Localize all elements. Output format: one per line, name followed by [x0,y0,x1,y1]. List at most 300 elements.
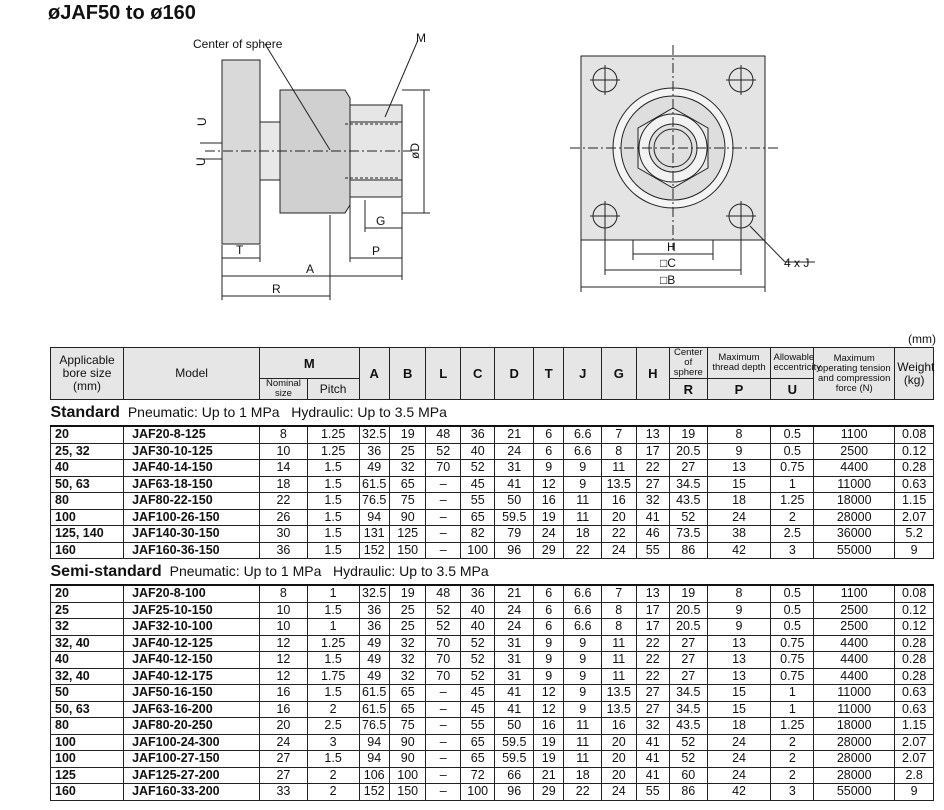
table-cell: 9 [564,635,602,652]
table-row [51,635,934,652]
table-cell: 20 [602,509,637,526]
table-row [51,526,934,543]
table-cell: 31 [495,460,534,477]
table-cell: 36 [260,542,308,559]
table-cell: 24 [495,619,534,636]
table-cell: 34.5 [670,476,708,493]
table-row [51,734,934,751]
table-cell: 100 [460,784,495,801]
table-cell: – [426,718,461,735]
label-T: T [236,243,244,257]
table-cell: 2.5 [307,718,359,735]
table-cell: 52 [670,751,708,768]
table-row [51,668,934,685]
table-cell: 11 [564,493,602,510]
table-cell: 2.07 [895,509,934,526]
table-cell: 2.5 [771,526,814,543]
table-row [51,443,934,460]
table-cell: JAF80-20-250 [124,718,260,735]
table-cell: 19 [389,585,426,602]
table-cell: 17 [636,619,669,636]
table-cell: 0.5 [771,619,814,636]
table-cell: JAF63-18-150 [124,476,260,493]
label-G: G [376,214,386,228]
label-P: P [372,244,381,258]
table-cell: 6.6 [564,443,602,460]
table-cell: 0.63 [895,685,934,702]
table-cell: 12 [534,685,564,702]
table-cell: 1.15 [895,718,934,735]
table-cell: 1100 [814,426,895,443]
table-cell: 36000 [814,526,895,543]
table-cell: 19 [534,509,564,526]
table-cell: 70 [426,635,461,652]
table-cell: 34.5 [670,701,708,718]
header-R-top: Center of sphere [670,348,708,379]
table-cell: JAF100-26-150 [124,509,260,526]
table-cell: 34.5 [670,685,708,702]
table-cell: 32.5 [359,426,389,443]
label-U-top: U [195,117,209,126]
table-row [51,426,934,443]
table-cell: 96 [495,542,534,559]
table-cell: 1.25 [307,426,359,443]
table-cell: 0.63 [895,701,934,718]
table-cell: 100 [51,509,124,526]
table-row [51,751,934,768]
table-cell: 65 [460,751,495,768]
header-M: M [260,348,359,379]
table-cell: 32, 40 [51,668,124,685]
table-cell: 28000 [814,767,895,784]
table-cell: 33 [260,784,308,801]
table-cell: JAF100-24-300 [124,734,260,751]
table-cell: 0.5 [771,585,814,602]
table-cell: 32 [389,460,426,477]
table-cell: 9 [564,701,602,718]
table-cell: 8 [602,602,637,619]
table-cell: 27 [636,701,669,718]
table-cell: 1.5 [307,751,359,768]
table-cell: 13 [636,585,669,602]
table-cell: 19 [670,426,708,443]
header-nominal: Nominal size [260,379,308,400]
table-cell: 100 [460,542,495,559]
table-cell: 40 [460,619,495,636]
table-cell: 22 [636,668,669,685]
table-cell: 9 [707,443,771,460]
header-U: U [771,379,814,400]
table-cell: 41 [636,734,669,751]
table-cell: 8 [707,585,771,602]
table-cell: 20 [260,718,308,735]
table-cell: 11 [602,460,637,477]
table-cell: JAF140-30-150 [124,526,260,543]
table-cell: 19 [534,734,564,751]
table-cell: 25 [389,619,426,636]
table-row [51,619,934,636]
table-cell: – [426,526,461,543]
header-weight: Weight (kg) [895,348,934,400]
table-row [51,542,934,559]
table-cell: 36 [359,602,389,619]
table-cell: 96 [495,784,534,801]
table-cell: 24 [495,602,534,619]
table-cell: – [426,767,461,784]
table-cell: 160 [51,542,124,559]
table-cell: 90 [389,509,426,526]
table-cell: 9 [534,635,564,652]
table-cell: 27 [260,767,308,784]
table-cell: 1.5 [307,542,359,559]
table-cell: 1.5 [307,685,359,702]
table-cell: 82 [460,526,495,543]
dimension-table [50,347,934,801]
table-cell: 9 [895,542,934,559]
table-cell: 55 [636,784,669,801]
table-cell: 45 [460,476,495,493]
table-cell: 70 [426,652,461,669]
table-cell: 70 [426,460,461,477]
table-cell: 0.75 [771,635,814,652]
table-cell: 66 [495,767,534,784]
table-cell: 25 [389,602,426,619]
table-cell: JAF80-22-150 [124,493,260,510]
table-row [51,476,934,493]
table-cell: 8 [707,426,771,443]
table-cell: 40 [51,460,124,477]
table-cell: 50 [51,685,124,702]
dimension-drawings [0,26,944,326]
table-cell: 52 [460,668,495,685]
table-cell: 1.5 [307,476,359,493]
table-cell: 52 [670,734,708,751]
table-cell: 11 [602,652,637,669]
table-cell: 1.5 [307,602,359,619]
section-desc: Pneumatic: Up to 1 MPa Hydraulic: Up to 3.5 MPa [127,404,447,420]
table-cell: 22 [602,526,637,543]
table-cell: 2 [307,767,359,784]
table-cell: 2 [307,701,359,718]
table-cell: 11000 [814,476,895,493]
table-cell: 90 [389,734,426,751]
label-J: 4 x J [784,256,810,270]
table-cell: JAF30-10-125 [124,443,260,460]
table-cell: 27 [636,476,669,493]
table-cell: – [426,734,461,751]
table-cell: 32 [389,668,426,685]
table-cell: 24 [707,734,771,751]
table-cell: 0.75 [771,652,814,669]
table-cell: 52 [460,635,495,652]
header-P: P [707,379,771,400]
table-cell: 24 [602,542,637,559]
table-cell: 22 [636,460,669,477]
table-cell: 152 [359,784,389,801]
table-cell: 0.08 [895,426,934,443]
table-cell: 55 [460,718,495,735]
table-cell: 11000 [814,701,895,718]
table-cell: 55000 [814,542,895,559]
table-cell: 16 [534,718,564,735]
table-cell: 42 [707,542,771,559]
header-A: A [359,348,389,400]
table-cell: 3 [771,784,814,801]
table-cell: 19 [389,426,426,443]
table-cell: 11 [564,751,602,768]
table-cell: 9 [534,668,564,685]
table-cell: – [426,509,461,526]
table-cell: 45 [460,701,495,718]
table-cell: 9 [564,652,602,669]
table-cell: 80 [51,493,124,510]
table-cell: 1.25 [307,443,359,460]
table-cell: 90 [389,751,426,768]
table-row [51,767,934,784]
table-cell: 76.5 [359,718,389,735]
table-cell: 41 [495,701,534,718]
table-cell: 13 [707,635,771,652]
table-cell: – [426,751,461,768]
table-cell: 1100 [814,585,895,602]
table-cell: 12 [534,701,564,718]
table-cell: 12 [260,652,308,669]
header-D: D [495,348,534,400]
table-cell: JAF40-12-150 [124,652,260,669]
table-cell: 6 [534,602,564,619]
table-cell: 1.5 [307,526,359,543]
table-cell: 12 [260,635,308,652]
table-cell: 20.5 [670,443,708,460]
table-cell: 65 [460,734,495,751]
table-cell: 49 [359,460,389,477]
table-cell: 49 [359,652,389,669]
table-cell: 31 [495,635,534,652]
table-cell: 100 [51,734,124,751]
table-cell: 0.12 [895,443,934,460]
table-cell: 86 [670,542,708,559]
table-cell: 100 [389,767,426,784]
table-cell: 29 [534,542,564,559]
table-cell: 2 [771,767,814,784]
table-cell: 21 [534,767,564,784]
table-cell: 20.5 [670,619,708,636]
table-cell: 11 [564,509,602,526]
table-cell: 11 [564,718,602,735]
table-cell: 27 [670,635,708,652]
table-cell: 9 [564,476,602,493]
table-cell: 43.5 [670,493,708,510]
table-cell: 11 [602,668,637,685]
table-cell: 52 [460,460,495,477]
label-C: □C [660,256,676,270]
table-cell: – [426,685,461,702]
table-cell: 11 [602,635,637,652]
table-cell: 29 [534,784,564,801]
table-row [51,652,934,669]
table-cell: 7 [602,426,637,443]
table-cell: 14 [260,460,308,477]
table-cell: 50, 63 [51,476,124,493]
table-cell: 15 [707,476,771,493]
table-cell: 36 [359,619,389,636]
table-cell: 32 [51,619,124,636]
table-cell: 10 [260,602,308,619]
table-cell: 36 [359,443,389,460]
table-cell: 65 [389,476,426,493]
table-cell: 6 [534,443,564,460]
table-row [51,718,934,735]
table-cell: 125 [389,526,426,543]
table-cell: 4400 [814,635,895,652]
table-cell: 52 [426,602,461,619]
table-cell: 20 [602,767,637,784]
table-cell: 1.5 [307,509,359,526]
section-row [51,559,934,586]
table-cell: 86 [670,784,708,801]
table-cell: 13.5 [602,701,637,718]
table-cell: 19 [534,751,564,768]
table-cell: 22 [636,635,669,652]
table-cell: 6.6 [564,619,602,636]
table-cell: 7 [602,585,637,602]
table-cell: JAF20-8-100 [124,585,260,602]
unit-label: (mm) [908,332,936,346]
header-U-top: Allowable eccentricity [771,348,814,379]
table-cell: 17 [636,443,669,460]
table-cell: JAF160-36-150 [124,542,260,559]
table-cell: 32 [389,635,426,652]
table-cell: 30 [260,526,308,543]
table-cell: 2 [307,784,359,801]
table-cell: 10 [260,443,308,460]
table-cell: 55 [636,542,669,559]
table-cell: 1.25 [771,718,814,735]
table-cell: 15 [707,701,771,718]
header-R: R [670,379,708,400]
table-cell: 61.5 [359,685,389,702]
table-cell: 16 [260,685,308,702]
table-cell: 13.5 [602,476,637,493]
table-cell: 24 [495,443,534,460]
table-cell: 18 [260,476,308,493]
section-desc: Pneumatic: Up to 1 MPa Hydraulic: Up to 3.5 MPa [169,563,489,579]
table-cell: 11 [564,734,602,751]
table-cell: 50, 63 [51,701,124,718]
table-cell: 25 [389,443,426,460]
header-C: C [460,348,495,400]
table-cell: 18 [707,493,771,510]
table-cell: 150 [389,784,426,801]
table-cell: 9 [534,460,564,477]
table-cell: 0.63 [895,476,934,493]
table-cell: 25, 32 [51,443,124,460]
table-cell: 41 [636,509,669,526]
table-cell: 106 [359,767,389,784]
table-cell: 32, 40 [51,635,124,652]
table-cell: 21 [495,426,534,443]
table-cell: 6.6 [564,602,602,619]
table-cell: 59.5 [495,751,534,768]
table-cell: 16 [260,701,308,718]
table-cell: 22 [636,652,669,669]
header-pitch: Pitch [307,379,359,400]
table-cell: 59.5 [495,509,534,526]
table-cell: – [426,784,461,801]
table-cell: 16 [602,718,637,735]
table-cell: 32 [389,652,426,669]
table-cell: 65 [389,701,426,718]
table-cell: 20 [602,734,637,751]
table-cell: 1.5 [307,493,359,510]
table-cell: JAF125-27-200 [124,767,260,784]
table-cell: 43.5 [670,718,708,735]
header-force: Maximum operating tension and compression force (N) [814,348,895,400]
table-cell: 1.5 [307,460,359,477]
header-L: L [426,348,461,400]
table-cell: 0.12 [895,619,934,636]
table-cell: 8 [260,585,308,602]
table-cell: 18 [707,718,771,735]
table-cell: 40 [460,443,495,460]
table-row [51,585,934,602]
table-cell: 2 [771,734,814,751]
table-cell: 0.5 [771,426,814,443]
table-cell: 59.5 [495,734,534,751]
table-cell: 94 [359,509,389,526]
front-view-drawing [570,45,815,292]
table-cell: 52 [670,509,708,526]
table-cell: 2.8 [895,767,934,784]
table-cell: 20 [51,426,124,443]
table-cell: 31 [495,652,534,669]
table-cell: 160 [51,784,124,801]
table-cell: 16 [534,493,564,510]
table-cell: 2500 [814,602,895,619]
table-cell: 15 [707,685,771,702]
table-cell: 0.5 [771,443,814,460]
table-cell: 60 [670,767,708,784]
table-cell: 45 [460,685,495,702]
header-bore: Applicable bore size (mm) [51,348,124,400]
table-cell: 24 [260,734,308,751]
table-cell: 52 [426,443,461,460]
table-cell: 38 [707,526,771,543]
table-cell: 8 [602,443,637,460]
table-cell: 65 [389,685,426,702]
table-cell: 9 [707,619,771,636]
table-cell: 22 [260,493,308,510]
table-cell: 1.5 [307,652,359,669]
table-cell: 61.5 [359,476,389,493]
table-cell: JAF20-8-125 [124,426,260,443]
table-cell: 4400 [814,668,895,685]
table-cell: 0.28 [895,635,934,652]
table-cell: 49 [359,635,389,652]
table-cell: 49 [359,668,389,685]
header-B: B [389,348,426,400]
header-G: G [602,348,637,400]
table-cell: 55 [460,493,495,510]
table-cell: 18 [564,526,602,543]
table-cell: 0.12 [895,602,934,619]
table-cell: 22 [564,784,602,801]
table-cell: 28000 [814,509,895,526]
table-cell: 13 [707,460,771,477]
table-cell: 75 [389,493,426,510]
table-cell: 0.28 [895,460,934,477]
label-R: R [272,282,281,296]
